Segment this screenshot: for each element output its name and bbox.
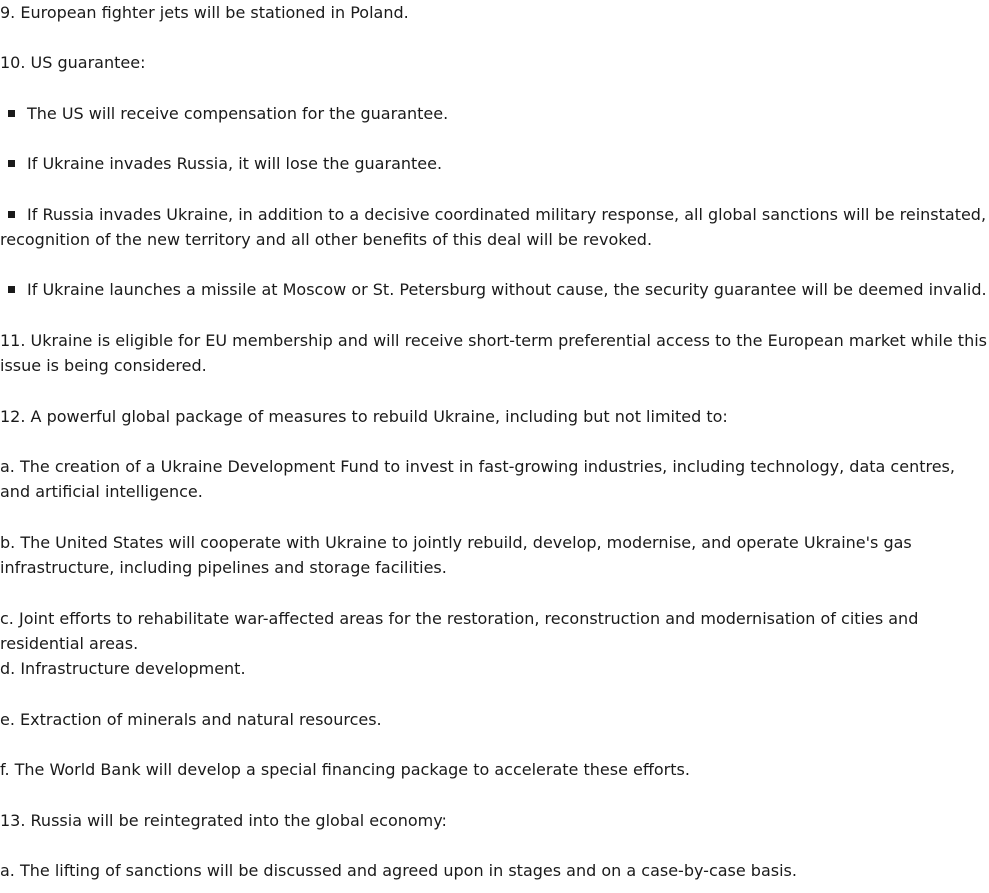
bullet-text: If Russia invades Ukraine, in addition to a decisive coordinated military response, all global sanctions will be reinstated, recognition of the new territory and all other benefits of this deal will be revoked.	[0, 205, 987, 249]
paragraph-13a	[0, 858, 989, 883]
bullet-item-missile	[0, 277, 989, 302]
square-bullet-icon	[8, 211, 15, 218]
paragraph-text: b. The United States will cooperate with Ukraine to jointly rebuild, develop, modernise, and operate Ukraine's gas infrastructure, including pipelines and storage facilities.	[0, 533, 912, 577]
paragraph-9	[0, 0, 989, 25]
paragraph-12b	[0, 530, 989, 580]
paragraph-12f	[0, 757, 989, 782]
paragraph-text: e. Extraction of minerals and natural resources.	[0, 710, 382, 729]
bullet-item-ukraine-invades	[0, 151, 989, 176]
paragraph-12d	[0, 656, 989, 681]
bullet-text: If Ukraine invades Russia, it will lose the guarantee.	[27, 154, 443, 173]
square-bullet-icon	[8, 286, 15, 293]
paragraph-text: 12. A powerful global package of measures to rebuild Ukraine, including but not limited to:	[0, 407, 728, 426]
paragraph-text: c. Joint efforts to rehabilitate war-affected areas for the restoration, reconstruction and modernisation of cities and residential areas.	[0, 609, 919, 653]
bullet-item-russia-invades	[0, 202, 989, 252]
square-bullet-icon	[8, 160, 15, 167]
paragraph-text: 11. Ukraine is eligible for EU membership and will receive short-term preferential access to the European market while this issue is being considered.	[0, 331, 987, 375]
paragraph-text: a. The lifting of sanctions will be discussed and agreed upon in stages and on a case-by-case basis.	[0, 861, 797, 880]
bullet-item-compensation	[0, 101, 989, 126]
paragraph-13	[0, 808, 989, 833]
paragraph-12c	[0, 606, 989, 656]
paragraph-10	[0, 50, 989, 75]
paragraph-text: f. The World Bank will develop a special financing package to accelerate these efforts.	[0, 760, 690, 779]
paragraph-text: 9. European fighter jets will be stationed in Poland.	[0, 3, 409, 22]
bullet-text: If Ukraine launches a missile at Moscow or St. Petersburg without cause, the security guarantee will be deemed invalid.	[27, 280, 987, 299]
paragraph-text: 10. US guarantee:	[0, 53, 146, 72]
bullet-text: The US will receive compensation for the guarantee.	[27, 104, 449, 123]
paragraph-text: 13. Russia will be reintegrated into the global economy:	[0, 811, 447, 830]
paragraph-11	[0, 328, 989, 378]
paragraph-12	[0, 404, 989, 429]
paragraph-12e	[0, 707, 989, 732]
paragraph-text: d. Infrastructure development.	[0, 659, 246, 678]
paragraph-text: a. The creation of a Ukraine Development Fund to invest in fast-growing industries, including technology, data centres, and artificial intelligence.	[0, 457, 955, 501]
paragraph-12a	[0, 454, 989, 504]
square-bullet-icon	[8, 110, 15, 117]
